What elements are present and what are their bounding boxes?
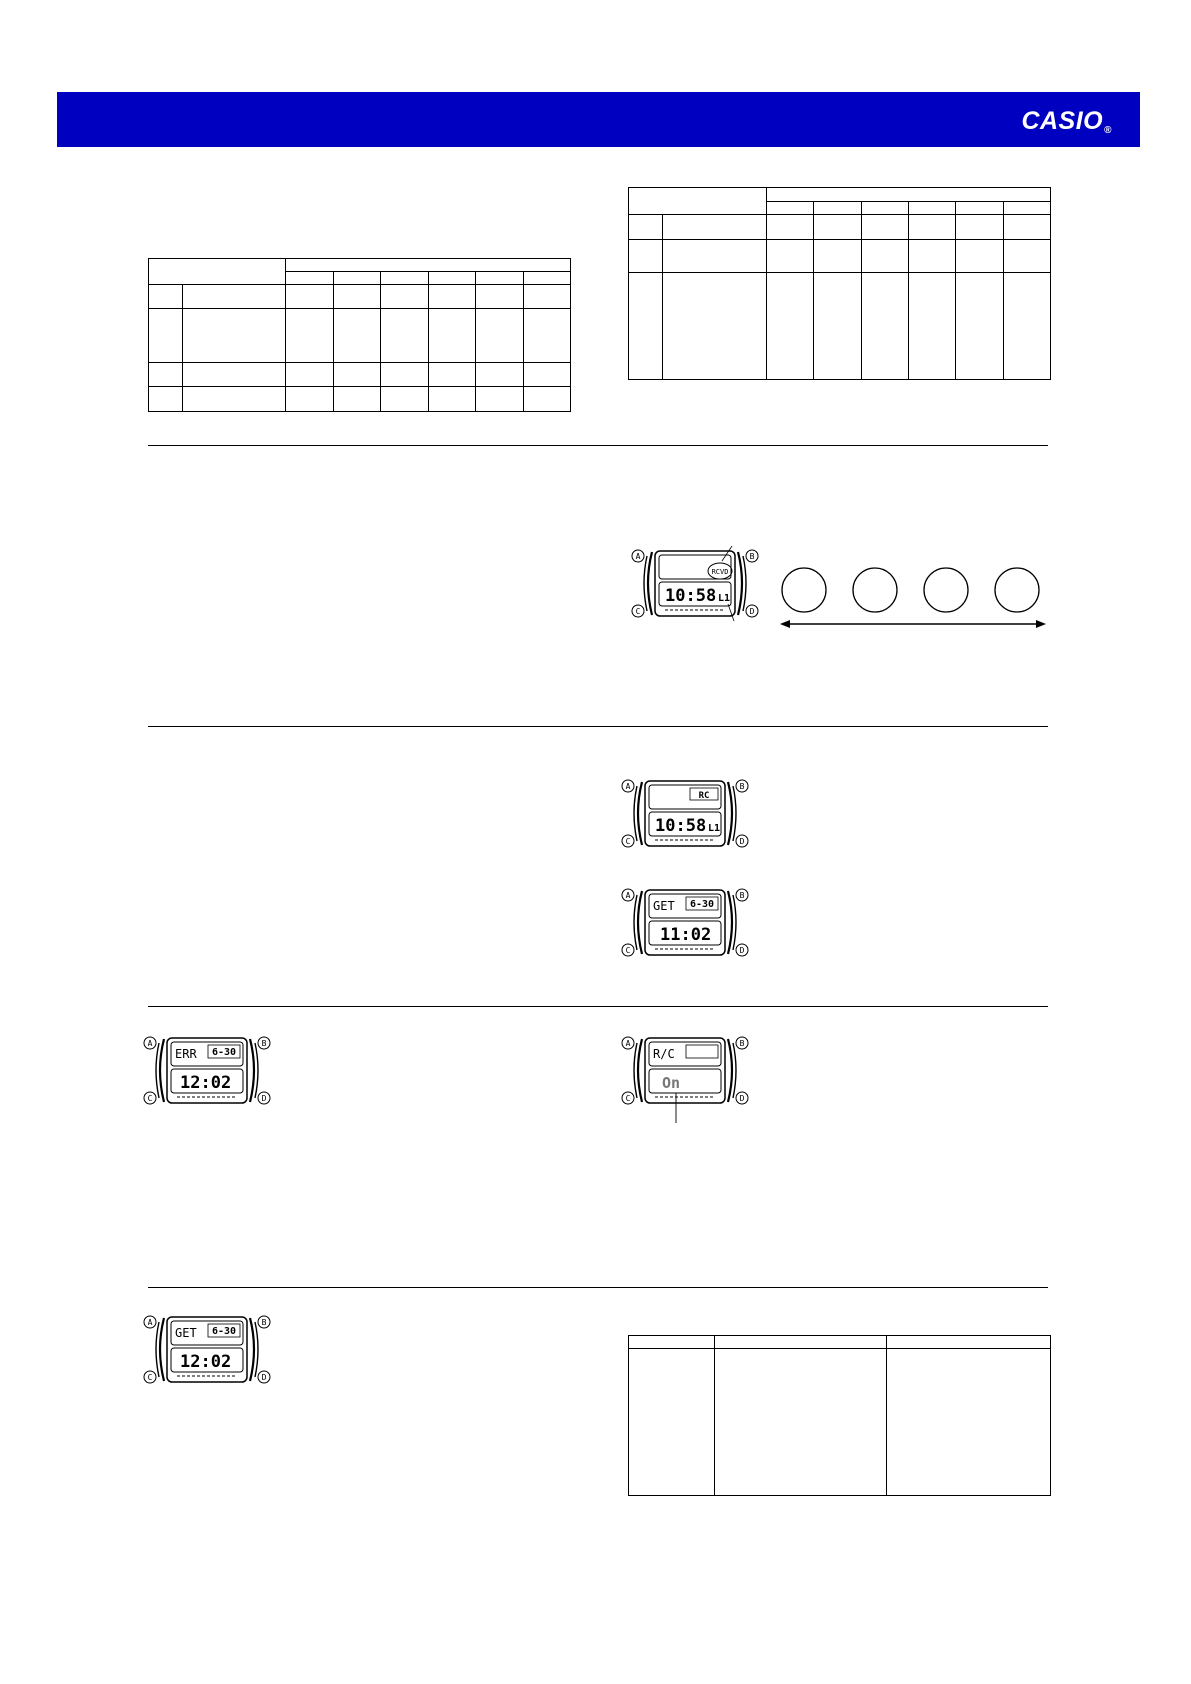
watch-illustration-error — [142, 1033, 272, 1108]
registered-mark: ® — [1104, 125, 1112, 136]
button-c-label: C — [147, 1094, 153, 1103]
button-b-label: B — [739, 891, 745, 900]
button-d-label: D — [739, 837, 745, 846]
transmitter-table-right — [628, 187, 1051, 380]
display-upper: GET — [175, 1326, 197, 1340]
table-header-cell — [629, 1336, 715, 1349]
button-a-label: A — [625, 1039, 631, 1048]
button-c-label: C — [625, 837, 631, 846]
button-b-label: B — [261, 1318, 267, 1327]
header-banner — [57, 92, 1140, 147]
button-b-label: B — [749, 552, 755, 561]
display-date: 6-30 — [211, 1047, 237, 1058]
button-c-label: C — [625, 1094, 631, 1103]
table-header-cell — [715, 1336, 887, 1349]
transmitter-table-left — [148, 258, 571, 412]
button-a-label: A — [635, 552, 641, 561]
section-divider — [148, 445, 1048, 446]
section-divider — [148, 1006, 1048, 1007]
button-b-label: B — [739, 782, 745, 791]
button-a-label: A — [625, 782, 631, 791]
table-header-cell — [286, 259, 571, 272]
casio-logo — [1021, 107, 1112, 136]
section-divider — [148, 726, 1048, 727]
watch-illustration-receiving — [620, 776, 750, 851]
display-upper: R/C — [653, 1047, 675, 1061]
button-d-label: D — [739, 1094, 745, 1103]
button-a-label: A — [625, 891, 631, 900]
button-d-label: D — [261, 1094, 267, 1103]
table-header-cell — [629, 188, 767, 215]
display-upper: RC — [698, 791, 710, 801]
display-time: 11:02 — [660, 925, 712, 945]
watch-illustration-level — [630, 546, 760, 621]
table-header-cell — [149, 259, 286, 285]
display-time: 12:02 — [180, 1352, 232, 1372]
button-d-label: D — [749, 607, 755, 616]
watch-illustration-auto-receive — [620, 1033, 750, 1123]
display-status: On — [662, 1074, 681, 1092]
button-c-label: C — [635, 607, 641, 616]
display-upper: ERR — [175, 1047, 197, 1061]
watch-illustration-get-result — [142, 1312, 272, 1387]
display-date: 6-30 — [689, 899, 715, 910]
display-time: 10:58 — [655, 816, 707, 836]
button-b-label: B — [261, 1039, 267, 1048]
button-a-label: A — [147, 1039, 153, 1048]
watch-illustration-get-success — [620, 885, 750, 960]
button-d-label: D — [739, 946, 745, 955]
display-suffix: L1 — [708, 823, 721, 834]
display-upper: GET — [653, 899, 675, 913]
display-time: 12:02 — [180, 1073, 232, 1093]
button-c-label: C — [625, 946, 631, 955]
button-d-label: D — [261, 1373, 267, 1382]
brand-name: CASIO — [1021, 107, 1104, 135]
display-suffix: L1 — [718, 593, 731, 604]
table-header-cell — [767, 188, 1051, 202]
display-date: 6-30 — [211, 1326, 237, 1337]
section-divider — [148, 1287, 1048, 1288]
troubleshooting-table — [628, 1335, 1051, 1496]
button-a-label: A — [147, 1318, 153, 1327]
table-header-cell — [887, 1336, 1051, 1349]
button-c-label: C — [147, 1373, 153, 1382]
display-upper: RCVD — [711, 568, 729, 576]
display-time: 10:58 — [665, 586, 717, 606]
button-b-label: B — [739, 1039, 745, 1048]
level-indicator-sequence — [778, 566, 1048, 630]
